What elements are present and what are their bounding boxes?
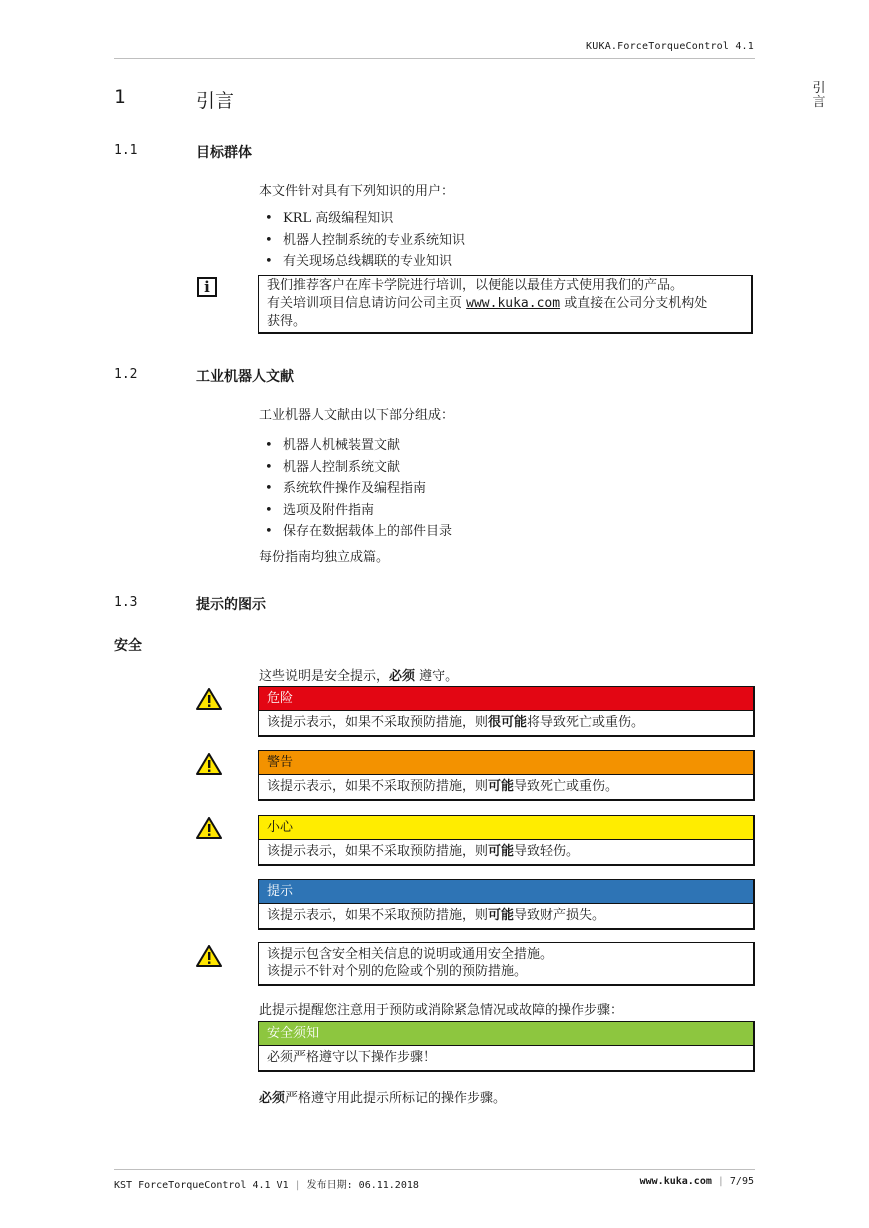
notice-text: 该提示表示，如果不采取预防措施，则 <box>267 844 489 859</box>
notice-label: 危险 <box>259 687 753 711</box>
note-line <box>267 295 743 313</box>
paragraph <box>259 665 458 684</box>
notice-label: 警告 <box>259 751 753 775</box>
paragraph-text: 这些说明是安全提示， <box>259 669 390 684</box>
list-item: • 机器人控制系统的专业系统知识 <box>265 233 466 248</box>
notice-body <box>259 840 753 864</box>
footer-page-info: www.kuka.com | 7/95 <box>639 1176 754 1187</box>
section-title-1-1: 目标群体 <box>196 145 252 161</box>
section-title-1-3: 提示的图示 <box>196 597 266 613</box>
notice-text: 该提示表示，如果不采取预防措施，则 <box>267 779 489 794</box>
emphasis: 可能 <box>488 779 515 794</box>
chapter-title: 引言 <box>196 90 235 112</box>
notice-label: 安全须知 <box>259 1022 753 1046</box>
note-line: 获得。 <box>267 314 307 329</box>
warning-triangle-icon <box>196 753 222 775</box>
footer-date: 发布日期: 06.11.2018 <box>306 1180 419 1191</box>
notice-text: 将导致死亡或重伤。 <box>527 715 645 730</box>
emphasis: 可能 <box>488 844 515 859</box>
notice-body <box>259 711 753 735</box>
note-text: 或直接在公司分支机构处 <box>560 296 708 311</box>
notice-body <box>259 904 753 928</box>
subheading-safety: 安全 <box>114 638 142 654</box>
footer-doc-info: KST ForceTorqueControl 4.1 V1 | 发布日期: 06.11.2018 <box>114 1180 419 1191</box>
warning-triangle-icon <box>196 817 222 839</box>
emphasis: 必须 <box>389 669 416 684</box>
note-text: 有关培训项目信息请访问公司主页 <box>267 296 467 311</box>
notice-label: 小心 <box>259 816 753 840</box>
paragraph-text: 严格遵守用此提示所标记的操作步骤。 <box>285 1091 507 1106</box>
chapter-number: 1 <box>114 86 126 108</box>
notice-hint <box>258 879 755 930</box>
list-item-text: 保存在数据载体上的部件目录 <box>283 524 453 539</box>
emphasis: 很可能 <box>488 715 528 730</box>
list-item: • 保存在数据载体上的部件目录 <box>265 524 453 539</box>
emphasis: 可能 <box>488 908 515 923</box>
notice-body <box>259 775 753 799</box>
notice-safety-instructions <box>258 1021 755 1072</box>
list-item-text: 有关现场总线耦联的专业知识 <box>283 254 453 269</box>
list-item-text: 机器人控制系统文献 <box>283 460 401 475</box>
footer-website[interactable]: www.kuka.com <box>639 1176 712 1187</box>
paragraph <box>259 1087 506 1106</box>
list-item-text: KRL 高级编程知识 <box>283 211 394 226</box>
list-item-text: 机器人机械装置文献 <box>283 438 401 453</box>
list-item: • 机器人控制系统文献 <box>265 460 401 475</box>
notice-danger <box>258 686 755 737</box>
paragraph: 此提示提醒您注意用于预防或消除紧急情况或故障的操作步骤： <box>259 1003 624 1018</box>
footer-rule <box>114 1169 755 1170</box>
kuka-website-link[interactable]: www.kuka.com <box>466 296 561 311</box>
paragraph: 本文件针对具有下列知识的用户： <box>259 184 455 199</box>
section-number-1-2: 1.2 <box>114 367 138 382</box>
paragraph: 每份指南均独立成篇。 <box>259 550 390 565</box>
notice-line: 该提示包含安全相关信息的说明或通用安全措施。 <box>267 947 554 962</box>
warning-triangle-icon <box>196 945 222 967</box>
footer-doc-title: KST ForceTorqueControl 4.1 V1 <box>114 1180 289 1191</box>
running-header: KUKA.ForceTorqueControl 4.1 <box>586 41 754 52</box>
list-item: • 机器人机械装置文献 <box>265 438 401 453</box>
paragraph: 工业机器人文献由以下部分组成： <box>259 408 455 423</box>
chapter-side-tab <box>810 82 828 110</box>
paragraph-text: 遵守。 <box>415 669 459 684</box>
header-rule <box>114 58 755 59</box>
notice-caution <box>258 815 755 866</box>
note-line: 我们推荐客户在库卡学院进行培训，以便能以最佳方式使用我们的产品。 <box>267 278 684 293</box>
list-item: • 系统软件操作及编程指南 <box>265 481 427 496</box>
notice-text: 该提示表示，如果不采取预防措施，则 <box>267 715 489 730</box>
notice-warning <box>258 750 755 801</box>
training-note-box <box>258 275 753 334</box>
warning-triangle-icon <box>196 688 222 710</box>
info-icon: i <box>197 277 217 297</box>
notice-text: 导致轻伤。 <box>514 844 580 859</box>
notice-line: 该提示不针对个别的危险或个别的预防措施。 <box>267 964 528 979</box>
notice-label: 提示 <box>259 880 753 904</box>
list-item-text: 系统软件操作及编程指南 <box>283 481 427 496</box>
general-safety-notice <box>258 942 755 986</box>
notice-text: 导致死亡或重伤。 <box>514 779 619 794</box>
list-item-text: 机器人控制系统的专业系统知识 <box>283 233 466 248</box>
section-title-1-2: 工业机器人文献 <box>196 369 294 385</box>
section-number-1-3: 1.3 <box>114 595 138 610</box>
list-item: • KRL 高级编程知识 <box>265 211 394 226</box>
notice-body: 必须严格遵守以下操作步骤！ <box>267 1050 437 1065</box>
footer-page-number: 7/95 <box>729 1176 754 1187</box>
side-tab-label: 引言 <box>812 81 826 110</box>
notice-text: 该提示表示，如果不采取预防措施，则 <box>267 908 489 923</box>
section-number-1-1: 1.1 <box>114 143 138 158</box>
list-item: • 选项及附件指南 <box>265 503 375 518</box>
list-item-text: 选项及附件指南 <box>283 503 375 518</box>
emphasis: 必须 <box>259 1091 286 1106</box>
list-item: • 有关现场总线耦联的专业知识 <box>265 254 453 269</box>
notice-text: 导致财产损失。 <box>514 908 606 923</box>
